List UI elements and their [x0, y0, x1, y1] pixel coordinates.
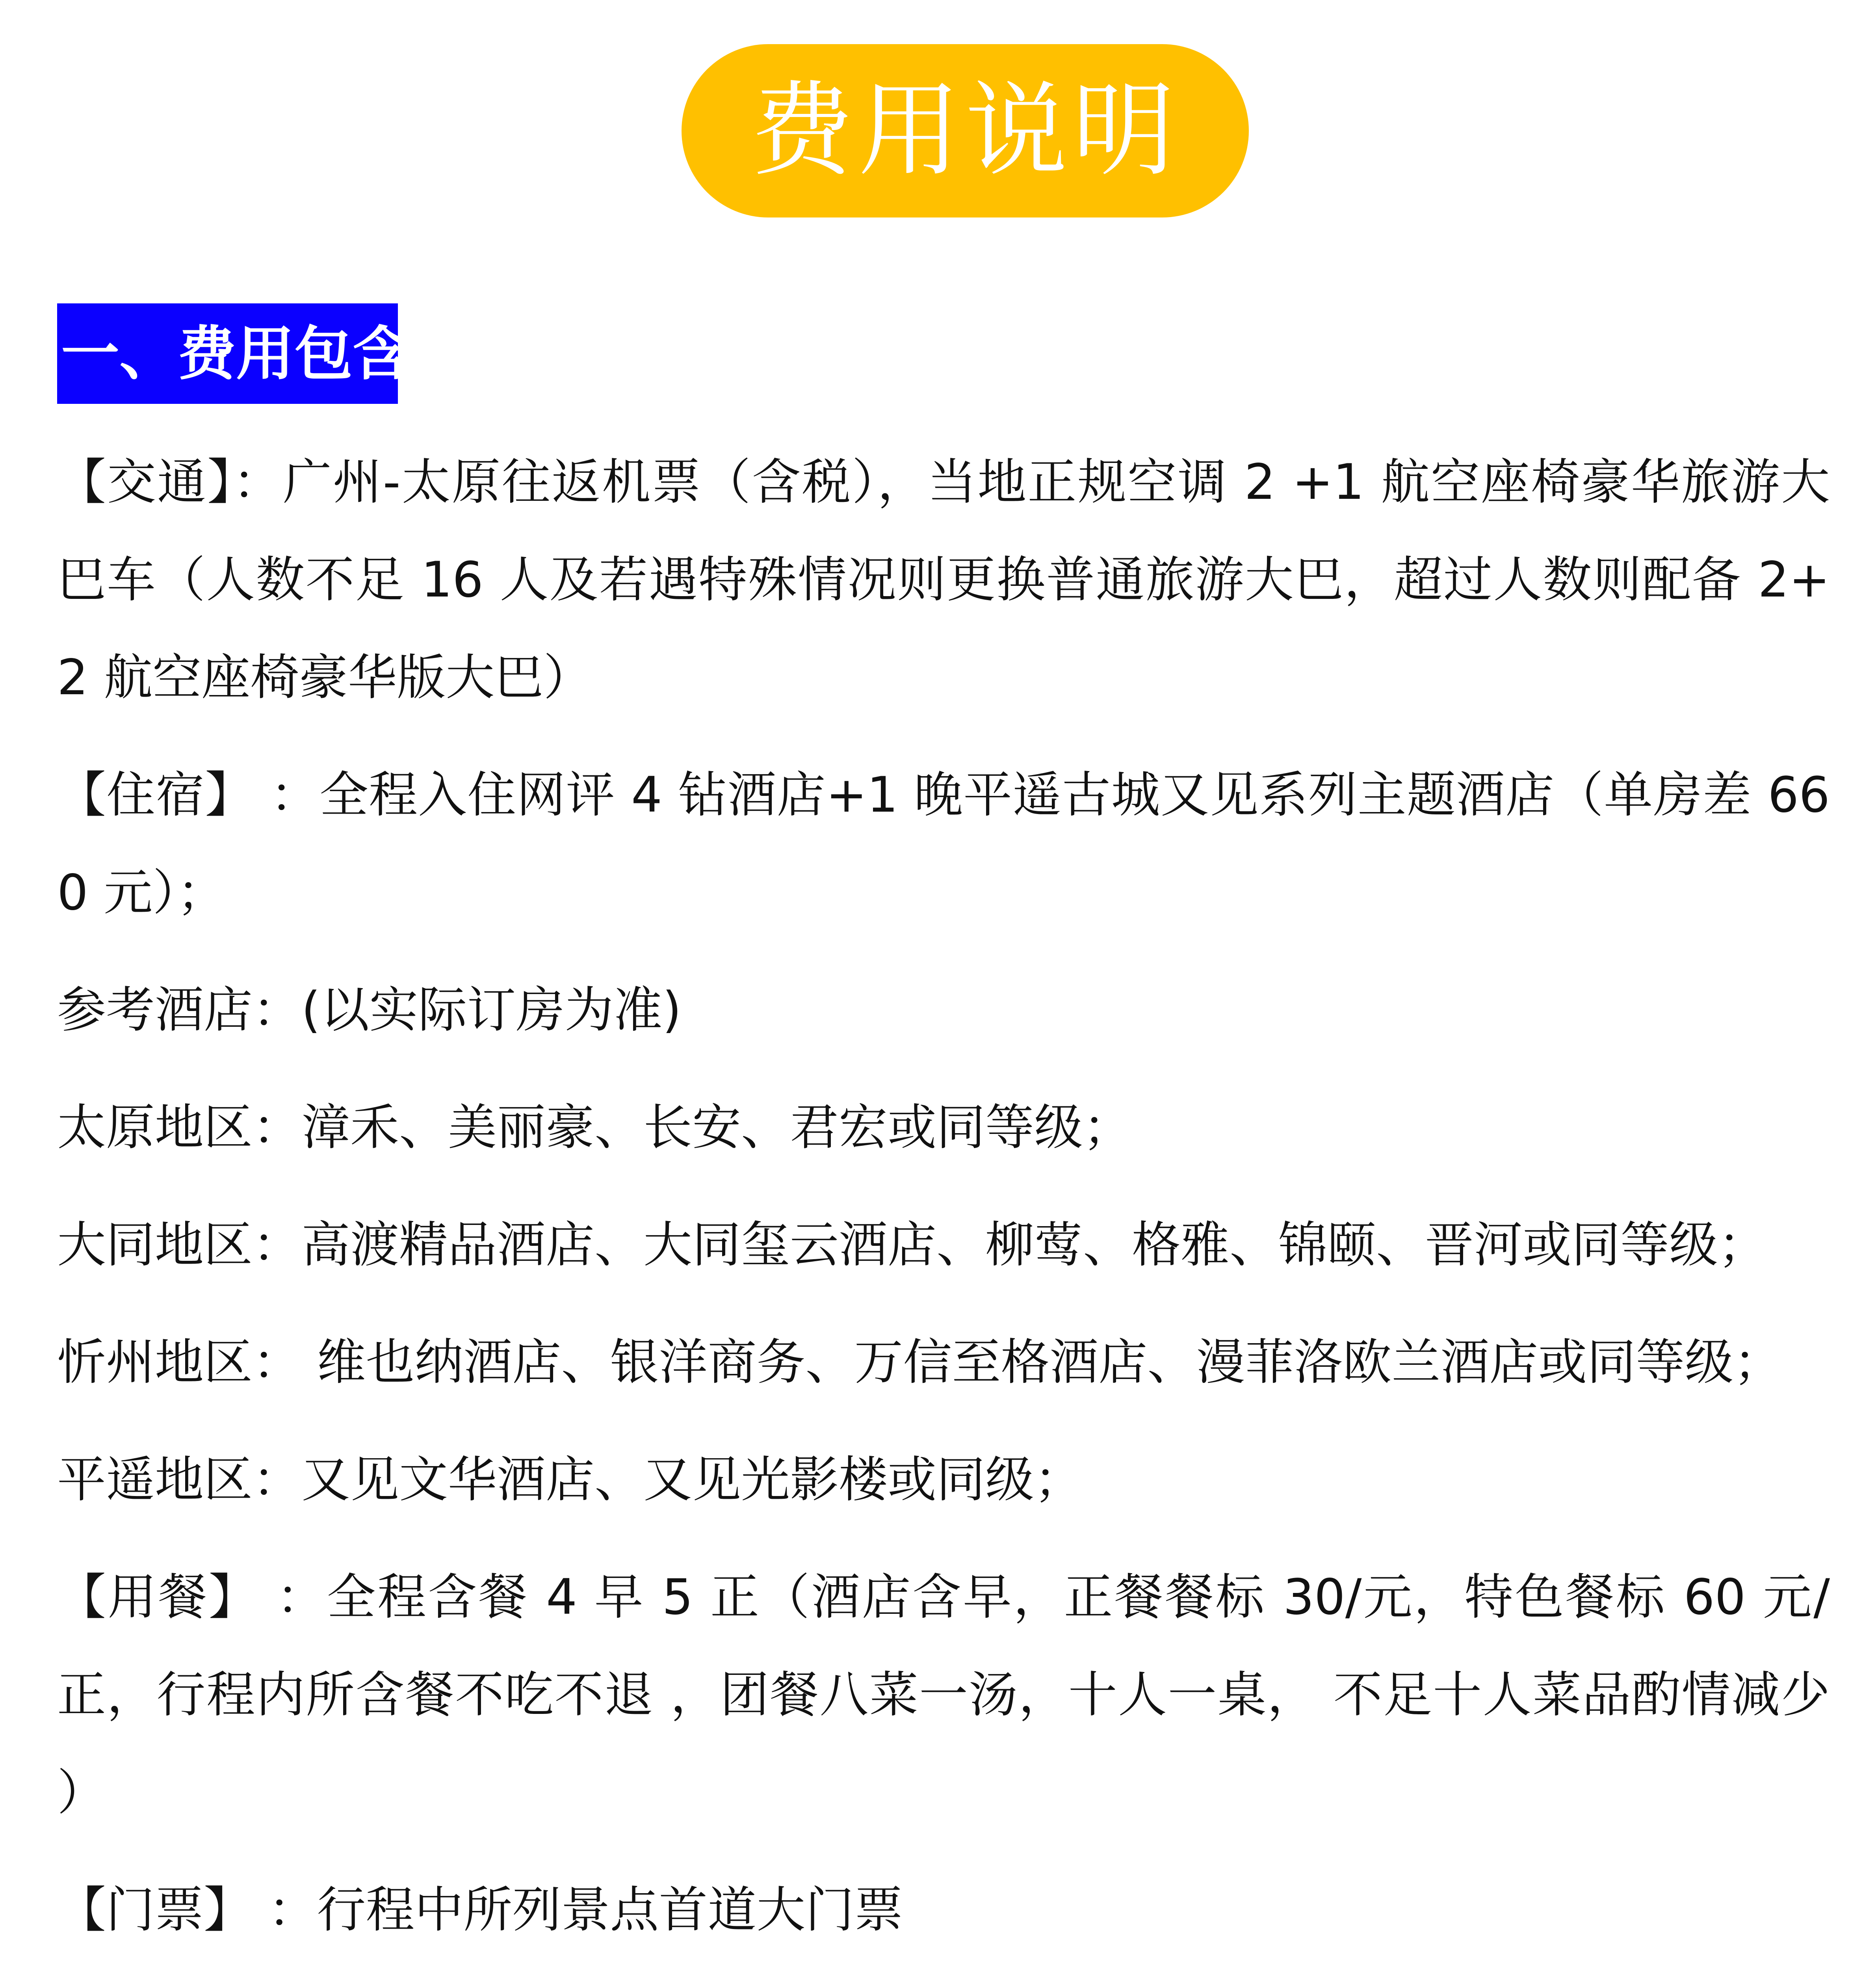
section-heading-included [57, 303, 411, 404]
item-transport: 【交通】：广州-太原往返机票（含税），当地正规空调 2 +1 航空座椅豪华旅游大巴车（人数不足 16 人及若遇特殊情况则更换普通旅游大巴，超过人数则配备 2+2 航空座椅豪华版大巴） [57, 454, 1830, 706]
item-tickets: 【门票】 ：行程中所列景点首道大门票 [57, 1882, 903, 1938]
section-heading-included-label: 一、费用包含 [61, 320, 411, 388]
item-xinzhou-hotels: 忻州地区： 维也纳酒店、银洋商务、万信至格酒店、漫菲洛欧兰酒店或同等级； [57, 1334, 1783, 1391]
item-accommodation: 【住宿】 ：全程入住网评 4 钻酒店+1 晚平遥古城又见系列主题酒店（单房差 660 元）； [57, 767, 1830, 921]
item-reference-hotels: 参考酒店：(以实际订房为准) [57, 982, 682, 1039]
item-taiyuan-hotels: 太原地区：漳禾、美丽豪、长安、君宏或同等级； [57, 1099, 1132, 1156]
item-datong-hotels: 大同地区：高渡精品酒店、大同玺云酒店、柳莺、格雅、锦颐、晋河或同等级； [57, 1217, 1767, 1273]
item-pingyao-hotels: 平遥地区：又见文华酒店、又见光影楼或同级； [57, 1451, 1083, 1508]
included-items [57, 433, 1830, 1970]
page-title: 费用说明 [751, 71, 1179, 190]
title-banner [682, 44, 1249, 217]
item-meals: 【用餐】 ：全程含餐 4 早 5 正（酒店含早，正餐餐标 30/元，特色餐标 60 元/正，行程内所含餐不吃不退 ，团餐八菜一汤，十人一桌， 不足十人菜品酌情减少 ） [57, 1569, 1830, 1821]
